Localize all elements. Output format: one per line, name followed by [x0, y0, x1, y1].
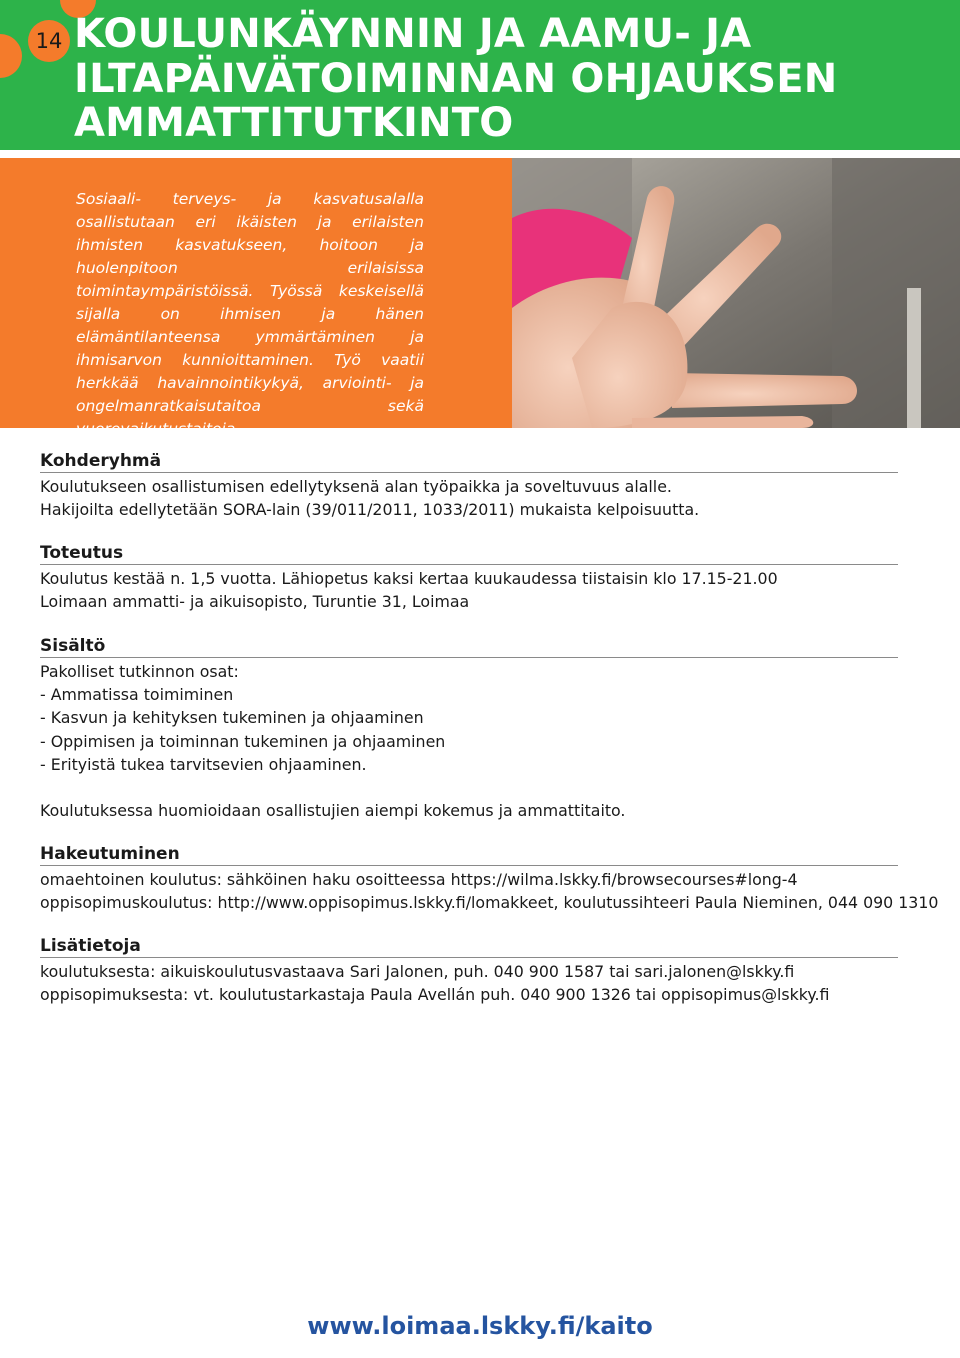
section-heading: Toteutus [40, 542, 898, 565]
page-number-badge: 14 [28, 20, 70, 62]
section-line: Loimaan ammatti- ja aikuisopisto, Turuntie 31, Loimaa [40, 592, 470, 612]
section-line: oppisopimuskoulutus: http://www.oppisopimus.lskky.fi/lomakkeet, koulutussihteeri Paula Nieminen, 044 090 1310 [40, 893, 939, 913]
section-line: Hakijoilta edellytetään SORA-lain (39/011/2011, 1033/2011) mukaista kelpoisuutta. [40, 500, 700, 520]
section-note: Koulutuksessa huomioidaan osallistujien aiempi kokemus ja ammattitaito. [40, 801, 626, 821]
title-line: KOULUNKÄYNNIN JA AAMU- JA [74, 11, 752, 57]
section-heading: Lisätietoja [40, 935, 898, 958]
footer-url: www.loimaa.lskky.fi/kaito [307, 1312, 653, 1340]
section-line: omaehtoinen koulutus: sähköinen haku osoitteessa https://wilma.lskky.fi/browsecourses#long-4 [40, 870, 798, 889]
section-lisatietoja [40, 935, 898, 1006]
title-line: AMMATTITUTKINTO [74, 100, 514, 146]
decor-circle [0, 34, 22, 78]
intro-text: Sosiaali- terveys- ja kasvatusalalla osallistutaan eri ikäisten ja erilaisten ihmisten kasvatukseen, hoitoon ja huolenpitoon erilaisissa toimintaympäristöissä. Työssä keskeisellä sijalla on ihmisen ja hänen elämäntilanteensa ymmärtäminen ja ihmisarvon kunnioittaminen. Työ vaatii herkkää havainnointikykyä, arviointi- ja ongelmanratkaisutaitoa sekä vuorovaikutustaitoja. [76, 190, 424, 438]
section-heading: Kohderyhmä [40, 450, 898, 473]
divider [0, 150, 960, 158]
section-line: - Kasvun ja kehityksen tukeminen ja ohjaaminen [40, 708, 424, 728]
page-title [74, 12, 934, 146]
section-sisalto [40, 635, 898, 822]
section-line: koulutuksesta: aikuiskoulutusvastaava Sari Jalonen, puh. 040 900 1587 tai sari.jalonen@lskky.fi [40, 962, 795, 981]
section-line: - Oppimisen ja toiminnan tukeminen ja ohjaaminen [40, 731, 446, 751]
section-line: Koulutus kestää n. 1,5 vuotta. Lähiopetus kaksi kertaa kuukaudessa tiistaisin klo 17.15-21.00 [40, 569, 778, 588]
section-heading: Hakeutuminen [40, 843, 898, 866]
section-line: Pakolliset tutkinnon osat: [40, 662, 239, 681]
section-kohderyhma [40, 450, 898, 521]
section-hakeutuminen [40, 843, 939, 914]
header-banner [0, 0, 960, 150]
section-toteutus [40, 542, 898, 613]
section-heading: Sisältö [40, 635, 898, 658]
section-line: oppisopimuksesta: vt. koulutustarkastaja Paula Avellán puh. 040 900 1326 tai oppisopimus@lskky.fi [40, 985, 830, 1005]
section-line: - Ammatissa toimiminen [40, 685, 234, 705]
title-line: ILTAPÄIVÄTOIMINNAN OHJAUKSEN [74, 55, 838, 102]
hand-photo [512, 158, 960, 428]
intro-panel [0, 158, 512, 438]
section-line: Koulutukseen osallistumisen edellytyksenä alan työpaikka ja soveltuvuus alalle. [40, 477, 672, 496]
hand-photo-illustration [512, 158, 960, 428]
section-line: - Erityistä tukea tarvitsevien ohjaaminen. [40, 754, 367, 774]
